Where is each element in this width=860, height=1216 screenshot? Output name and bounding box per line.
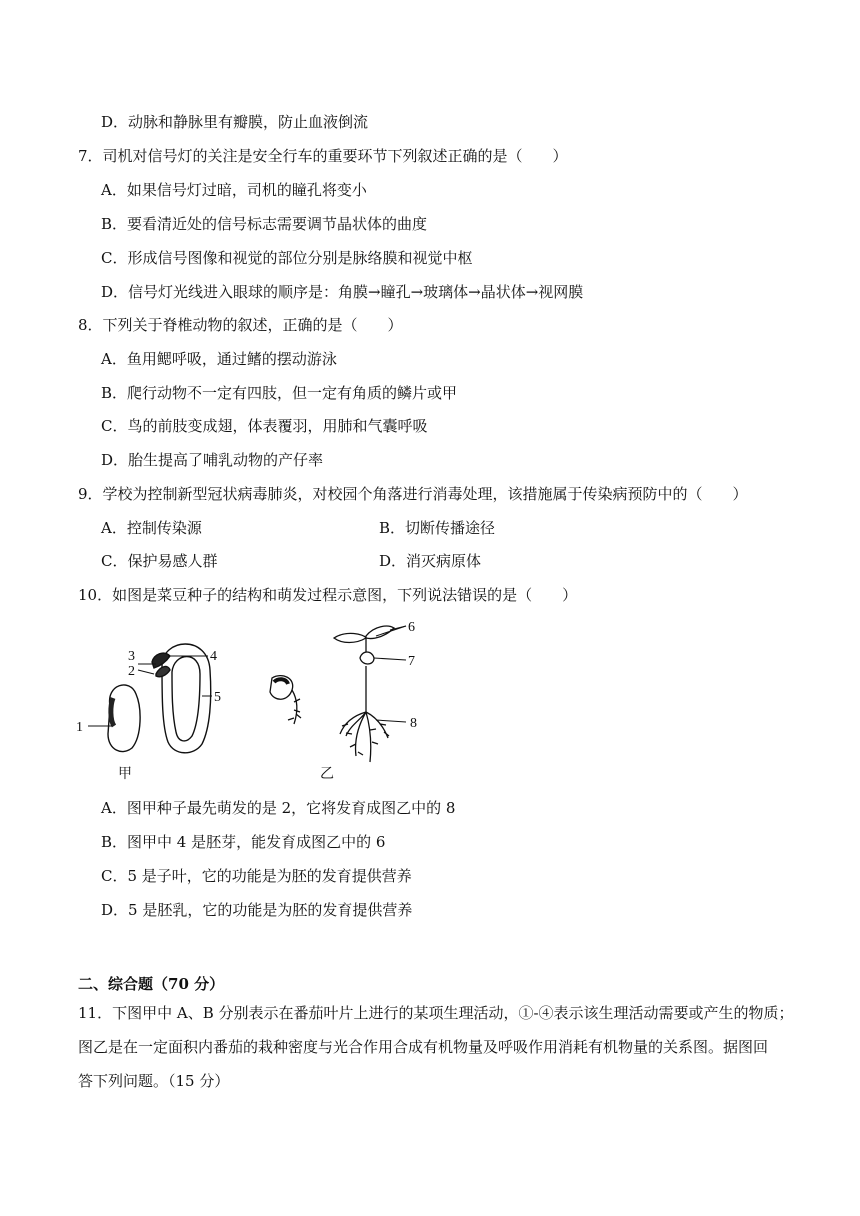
- question-10: 10．如图是菜豆种子的结构和萌发过程示意图，下列说法错误的是（ ）: [78, 586, 578, 604]
- q9-option-d: D．消灭病原体: [379, 552, 482, 570]
- question-9: 9．学校为控制新型冠状病毒肺炎，对校园个角落进行消毒处理，该措施属于传染病预防中的（ ）: [78, 485, 748, 503]
- q9-option-c: C．保护易感人群: [101, 552, 218, 570]
- early-seedling: [270, 676, 301, 724]
- q8-option-b: B．爬行动物不一定有四肢，但一定有角质的鳞片或甲: [101, 384, 458, 402]
- caption-jia: 甲: [118, 767, 132, 782]
- label-2: 2: [128, 664, 135, 679]
- label-5: 5: [214, 690, 221, 705]
- q10-option-a: A．图甲种子最先萌发的是 2，它将发育成图乙中的 8: [101, 799, 456, 817]
- question-11-line-1: 11．下图甲中 A、B 分别表示在番茄叶片上进行的某项生理活动，①-④表示该生理活动需要或产生的物质；: [78, 1004, 794, 1022]
- q10-option-b: B．图甲中 4 是胚芽，能发育成图乙中的 6: [101, 833, 386, 851]
- q7-option-b: B．要看清近处的信号标志需要调节晶状体的曲度: [101, 215, 428, 233]
- seed-section: [152, 644, 211, 753]
- question-11-line-2: 图乙是在一定面积内番茄的栽种密度与光合作用合成有机物量及呼吸作用消耗有机物量的关系图。据图回: [78, 1038, 769, 1056]
- q8-option-d: D．胎生提高了哺乳动物的产仔率: [101, 451, 324, 469]
- q6-option-d: D．动脉和静脉里有瓣膜，防止血液倒流: [101, 113, 369, 131]
- question-8: 8．下列关于脊椎动物的叙述，正确的是（ ）: [78, 316, 403, 334]
- q8-option-c: C．鸟的前肢变成翅，体表覆羽，用肺和气囊呼吸: [101, 417, 428, 435]
- q7-option-a: A．如果信号灯过暗，司机的瞳孔将变小: [101, 181, 367, 199]
- label-7: 7: [408, 654, 415, 669]
- grown-seedling: [334, 626, 394, 762]
- seed-external: [108, 685, 140, 752]
- q7-option-d: D．信号灯光线进入眼球的顺序是：角膜→瞳孔→玻璃体→晶状体→视网膜: [101, 283, 584, 301]
- question-11-line-3: 答下列问题。（15 分）: [78, 1072, 230, 1090]
- section-2-heading: 二、综合题（70 分）: [78, 975, 225, 993]
- label-8: 8: [410, 716, 417, 731]
- caption-yi: 乙: [320, 767, 334, 782]
- label-4: 4: [210, 649, 217, 664]
- q9-option-a: A．控制传染源: [101, 519, 202, 537]
- question-7: 7．司机对信号灯的关注是安全行车的重要环节下列叙述正确的是（ ）: [78, 147, 568, 165]
- q8-option-a: A．鱼用鳃呼吸，通过鳍的摆动游泳: [101, 350, 337, 368]
- label-6: 6: [408, 620, 415, 635]
- label-3: 3: [128, 649, 135, 664]
- label-1: 1: [76, 720, 83, 735]
- q10-option-d: D．5 是胚乳，它的功能是为胚的发育提供营养: [101, 901, 413, 919]
- q10-option-c: C．5 是子叶，它的功能是为胚的发育提供营养: [101, 867, 412, 885]
- q9-option-b: B．切断传播途径: [379, 519, 496, 537]
- q7-option-c: C．形成信号图像和视觉的部位分别是脉络膜和视觉中枢: [101, 249, 473, 267]
- seed-germination-figure: [70, 616, 430, 784]
